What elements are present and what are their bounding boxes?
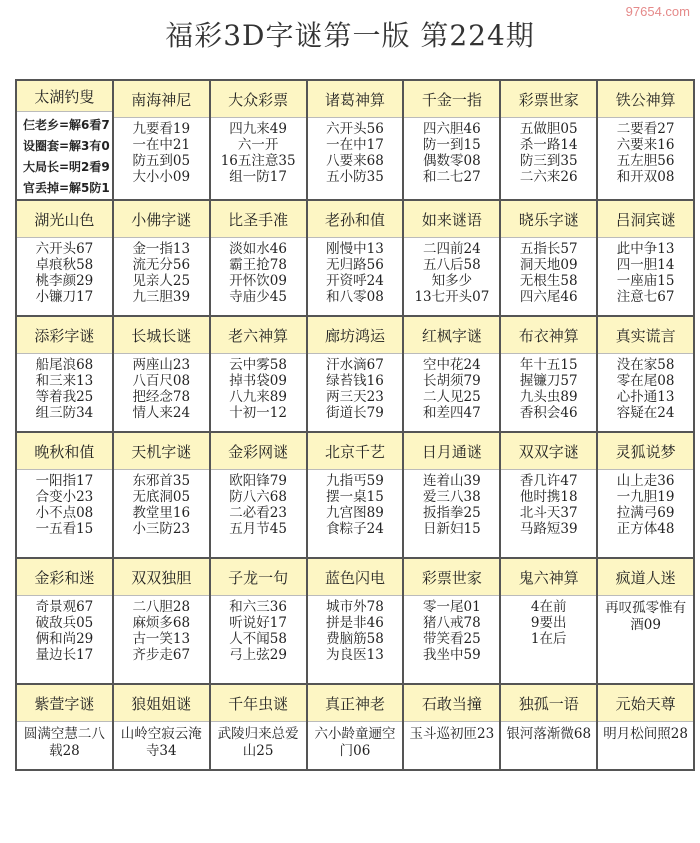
riddle-cell — [308, 685, 405, 771]
cell-header: 红枫字谜 — [404, 317, 499, 354]
cell-body — [598, 354, 693, 431]
riddle-cell — [598, 685, 695, 771]
cell-body — [598, 470, 693, 557]
watermark: 97654.com — [625, 4, 690, 19]
riddle-line: 二要看27 — [616, 121, 675, 137]
cell-header: 金彩网谜 — [211, 433, 306, 470]
riddle-cell — [404, 433, 501, 559]
riddle-line: 一在中17 — [326, 137, 384, 153]
riddle-line: 他时携18 — [519, 489, 578, 505]
cell-header: 老六神算 — [211, 317, 306, 354]
riddle-line: 拼是非46 — [326, 615, 384, 631]
cell-body — [308, 354, 403, 431]
riddle-line: 爱三八38 — [423, 489, 481, 505]
riddle-line: 四九来49 — [229, 121, 287, 137]
cell-body — [598, 596, 693, 683]
riddle-cell — [211, 201, 308, 317]
riddle-line: 无根生58 — [519, 273, 578, 289]
riddle-line: 把经念78 — [132, 389, 191, 405]
riddle-line: 开资呼24 — [326, 273, 384, 289]
cell-header: 蓝色闪电 — [308, 559, 403, 596]
riddle-cell — [17, 433, 114, 559]
cell-body — [404, 118, 499, 199]
cell-body — [211, 238, 306, 315]
riddle-line: 九宫图89 — [326, 505, 384, 521]
riddle-line: 船尾浪68 — [35, 357, 94, 373]
riddle-line: 俩和尚29 — [35, 631, 94, 647]
riddle-cell — [211, 81, 308, 201]
riddle-line: 十初一12 — [229, 405, 287, 421]
cell-header: 长城长谜 — [114, 317, 209, 354]
riddle-line: 人不闻58 — [229, 631, 287, 647]
cell-header: 金彩和迷 — [17, 559, 112, 596]
cell-body — [114, 470, 209, 557]
cell-body — [404, 596, 499, 683]
cell-body — [501, 596, 596, 683]
riddle-line: 和三来13 — [35, 373, 94, 389]
cell-body — [211, 596, 306, 683]
riddle-line: 容疑在24 — [616, 405, 675, 421]
cell-header: 鬼六神算 — [501, 559, 596, 596]
cell-header: 石敢当撞 — [404, 685, 499, 722]
riddle-line: 和二七27 — [423, 169, 481, 185]
riddle-line: 空中花24 — [423, 357, 481, 373]
cell-body — [17, 238, 112, 315]
riddle-cell — [308, 559, 405, 685]
riddle-cell — [114, 685, 211, 771]
cell-body — [404, 722, 499, 769]
riddle-line: 圆满空慧二八载28 — [23, 726, 105, 759]
riddle-line: 握镰刀57 — [519, 373, 578, 389]
cell-header: 真实谎言 — [598, 317, 693, 354]
riddle-line: 欧阳锋79 — [229, 473, 287, 489]
riddle-line: 扳指拳25 — [423, 505, 481, 521]
riddle-cell — [308, 317, 405, 433]
riddle-line: 两座山23 — [132, 357, 191, 373]
riddle-cell — [404, 685, 501, 771]
riddle-line: 一九胆19 — [616, 489, 675, 505]
riddle-line: 玉斗巡初匝23 — [409, 726, 495, 742]
riddle-line: 银河落渐微68 — [506, 726, 592, 742]
cell-body — [308, 596, 403, 683]
riddle-line: 食粽子24 — [326, 521, 384, 537]
riddle-line: 大局长=明2看9 — [23, 160, 110, 174]
riddle-line: 心扑通13 — [616, 389, 675, 405]
cell-header: 太湖钓叟 — [17, 81, 112, 112]
cell-body — [17, 470, 112, 557]
riddle-line: 八百尺08 — [132, 373, 191, 389]
riddle-line: 量边长17 — [35, 647, 94, 663]
cell-header: 北京千艺 — [308, 433, 403, 470]
riddle-line: 带笑看25 — [423, 631, 481, 647]
cell-header: 天机字谜 — [114, 433, 209, 470]
cell-header: 添彩字谜 — [17, 317, 112, 354]
riddle-cell — [211, 559, 308, 685]
riddle-line: 正方体48 — [616, 521, 675, 537]
riddle-line: 六小龄童逦空门06 — [314, 726, 396, 759]
riddle-line: 仨老乡=解6看7 — [23, 118, 110, 132]
page-title: 福彩3D字谜第一版 第224期 — [165, 19, 535, 52]
riddle-line: 组三防34 — [35, 405, 94, 421]
riddle-line: 摆一桌15 — [326, 489, 384, 505]
riddle-line: 寺庙少45 — [229, 289, 287, 305]
cell-header: 诸葛神算 — [308, 81, 403, 118]
riddle-cell — [501, 685, 598, 771]
riddle-line: 小镰刀17 — [35, 289, 94, 305]
riddle-cell — [114, 317, 211, 433]
riddle-line: 破敌兵05 — [35, 615, 94, 631]
table-row — [17, 317, 695, 433]
cell-body — [501, 118, 596, 199]
riddle-line: 1在后 — [530, 631, 567, 647]
riddle-line: 洞天地09 — [519, 257, 578, 273]
riddle-line: 和六三36 — [229, 599, 287, 615]
cell-header: 元始天尊 — [598, 685, 693, 722]
riddle-cell — [114, 559, 211, 685]
cell-header: 布衣神算 — [501, 317, 596, 354]
cell-body — [598, 722, 693, 769]
riddle-line: 等着我25 — [35, 389, 94, 405]
riddle-cell — [598, 433, 695, 559]
riddle-line: 组一防17 — [229, 169, 287, 185]
riddle-cell — [17, 81, 114, 201]
cell-body — [598, 238, 693, 315]
riddle-line: 掉书袋09 — [229, 373, 287, 389]
cell-body — [308, 118, 403, 199]
riddle-cell — [308, 201, 405, 317]
riddle-line: 二四前24 — [423, 241, 481, 257]
riddle-line: 小不点08 — [35, 505, 94, 521]
riddle-line: 一座庙15 — [616, 273, 675, 289]
table-row — [17, 81, 695, 201]
cell-body — [17, 112, 112, 199]
riddle-cell — [501, 433, 598, 559]
riddle-line: 猪八戒78 — [423, 615, 481, 631]
riddle-line: 二六来26 — [519, 169, 578, 185]
riddle-line: 弓上弦29 — [229, 647, 287, 663]
riddle-line: 明月松间照28 — [603, 726, 688, 742]
cell-body — [211, 354, 306, 431]
riddle-line: 此中争13 — [616, 241, 675, 257]
riddle-line: 五左胆56 — [616, 153, 675, 169]
riddle-cell — [598, 201, 695, 317]
cell-header: 灵狐说梦 — [598, 433, 693, 470]
cell-body — [404, 354, 499, 431]
cell-body — [114, 596, 209, 683]
cell-header: 廊坊鸿运 — [308, 317, 403, 354]
riddle-cell — [211, 317, 308, 433]
riddle-line: 五做胆05 — [519, 121, 578, 137]
riddle-line: 桃李颜29 — [35, 273, 94, 289]
riddle-line: 汗水滴67 — [326, 357, 384, 373]
cell-body — [17, 596, 112, 683]
riddle-line: 九三胆39 — [132, 289, 191, 305]
cell-header: 铁公神算 — [598, 81, 693, 118]
cell-body — [501, 470, 596, 557]
riddle-line: 杀一路14 — [519, 137, 578, 153]
cell-body — [308, 722, 403, 769]
riddle-line: 香积会46 — [519, 405, 578, 421]
riddle-line: 知多少 — [431, 273, 473, 289]
riddle-cell — [598, 559, 695, 685]
riddle-line: 城市外78 — [326, 599, 384, 615]
riddle-line: 二八胆28 — [132, 599, 191, 615]
riddle-line: 合变小23 — [35, 489, 94, 505]
cell-header: 彩票世家 — [404, 559, 499, 596]
cell-body — [501, 354, 596, 431]
riddle-line: 一阳指17 — [35, 473, 94, 489]
cell-header: 双双独胆 — [114, 559, 209, 596]
riddle-line: 偶数零08 — [423, 153, 481, 169]
riddle-line: 四六尾46 — [519, 289, 578, 305]
table-row — [17, 201, 695, 317]
riddle-line: 防八六68 — [229, 489, 287, 505]
riddle-line: 听说好17 — [229, 615, 287, 631]
cell-header: 真正神老 — [308, 685, 403, 722]
cell-header: 晓乐字谜 — [501, 201, 596, 238]
riddle-line: 山上走36 — [616, 473, 675, 489]
riddle-line: 淡如水46 — [229, 241, 287, 257]
riddle-line: 北斗天37 — [519, 505, 578, 521]
riddle-line: 一五看15 — [35, 521, 94, 537]
riddle-cell — [501, 201, 598, 317]
cell-body — [211, 722, 306, 769]
riddle-cell — [308, 81, 405, 201]
riddle-cell — [404, 81, 501, 201]
riddle-cell — [404, 317, 501, 433]
riddle-cell — [17, 559, 114, 685]
riddle-line: 再叹孤零惟有酒09 — [605, 600, 687, 633]
riddle-line: 防三到35 — [519, 153, 578, 169]
cell-body — [501, 238, 596, 315]
cell-body — [114, 238, 209, 315]
riddle-line: 4在前 — [530, 599, 567, 615]
riddle-line: 零一尾01 — [423, 599, 481, 615]
riddle-line: 九要看19 — [132, 121, 191, 137]
cell-header: 湖光山色 — [17, 201, 112, 238]
table-row — [17, 685, 695, 771]
riddle-cell — [114, 81, 211, 201]
cell-header: 晚秋和值 — [17, 433, 112, 470]
riddle-cell — [501, 81, 598, 201]
riddle-line: 情人来24 — [132, 405, 191, 421]
riddle-line: 官丢掉=解5防1 — [23, 181, 110, 195]
riddle-cell — [598, 81, 695, 201]
riddle-cell — [114, 201, 211, 317]
riddle-line: 长胡须79 — [423, 373, 481, 389]
riddle-line: 古一笑13 — [132, 631, 191, 647]
riddle-line: 六开头56 — [326, 121, 384, 137]
cell-header: 疯道人迷 — [598, 559, 693, 596]
riddle-line: 四六胆46 — [423, 121, 481, 137]
riddle-cell — [211, 685, 308, 771]
riddle-line: 绿苔钱16 — [326, 373, 384, 389]
riddle-line: 霸王抢78 — [229, 257, 287, 273]
riddle-cell — [598, 317, 695, 433]
cell-body — [404, 470, 499, 557]
riddle-line: 无归路56 — [326, 257, 384, 273]
cell-body — [211, 118, 306, 199]
riddle-line: 我坐中59 — [423, 647, 481, 663]
riddle-line: 二人见25 — [423, 389, 481, 405]
cell-header: 大众彩票 — [211, 81, 306, 118]
riddle-line: 马路短39 — [519, 521, 578, 537]
riddle-line: 日新妇15 — [423, 521, 481, 537]
riddle-line: 零在尾08 — [616, 373, 675, 389]
riddle-line: 齐步走67 — [132, 647, 191, 663]
riddle-line: 无底洞05 — [132, 489, 191, 505]
riddle-line: 拉满弓69 — [616, 505, 675, 521]
riddle-cell — [17, 685, 114, 771]
cell-body — [501, 722, 596, 769]
riddle-line: 小三防23 — [132, 521, 191, 537]
riddle-line: 注意七67 — [616, 289, 675, 305]
cell-header: 吕洞宾谜 — [598, 201, 693, 238]
cell-header: 子龙一句 — [211, 559, 306, 596]
riddle-line: 五八后58 — [423, 257, 481, 273]
riddle-line: 五月节45 — [229, 521, 287, 537]
riddle-line: 流无分56 — [132, 257, 191, 273]
riddle-line: 没在家58 — [616, 357, 675, 373]
riddle-line: 9要出 — [530, 615, 567, 631]
cell-body — [308, 470, 403, 557]
riddle-line: 街道长79 — [326, 405, 384, 421]
riddle-line: 设圈套=解3有0 — [23, 139, 110, 153]
riddle-line: 六要来16 — [616, 137, 675, 153]
riddle-line: 见亲人25 — [132, 273, 191, 289]
cell-body — [114, 354, 209, 431]
cell-header: 狼姐姐谜 — [114, 685, 209, 722]
riddle-line: 和差四47 — [423, 405, 481, 421]
riddle-line: 连着山39 — [423, 473, 481, 489]
cell-header: 千金一指 — [404, 81, 499, 118]
riddle-line: 六开头67 — [35, 241, 94, 257]
cell-header: 老孙和值 — [308, 201, 403, 238]
riddle-line: 云中雾58 — [229, 357, 287, 373]
riddle-line: 五指长57 — [519, 241, 578, 257]
cell-body — [114, 722, 209, 769]
cell-header: 日月通谜 — [404, 433, 499, 470]
riddle-line: 东邪首35 — [132, 473, 191, 489]
cell-body — [17, 722, 112, 769]
cell-body — [308, 238, 403, 315]
cell-body — [114, 118, 209, 199]
cell-header: 千年虫谜 — [211, 685, 306, 722]
riddle-line: 教堂里16 — [132, 505, 191, 521]
riddle-line: 开怀饮09 — [229, 273, 287, 289]
riddle-line: 16五注意35 — [220, 153, 296, 169]
cell-header: 如来谜语 — [404, 201, 499, 238]
riddle-line: 和八零08 — [326, 289, 384, 305]
riddle-line: 费脑筋58 — [326, 631, 384, 647]
riddle-line: 为良医13 — [326, 647, 384, 663]
riddle-line: 和开双08 — [616, 169, 675, 185]
cell-body — [404, 238, 499, 315]
cell-header: 双双字谜 — [501, 433, 596, 470]
riddle-line: 八九来89 — [229, 389, 287, 405]
cell-header: 彩票世家 — [501, 81, 596, 118]
riddle-cell — [17, 317, 114, 433]
cell-body — [598, 118, 693, 199]
riddle-cell — [211, 433, 308, 559]
riddle-line: 香几许47 — [519, 473, 578, 489]
riddle-cell — [404, 559, 501, 685]
riddle-line: 二必看23 — [229, 505, 287, 521]
riddle-cell — [17, 201, 114, 317]
riddle-cell — [501, 317, 598, 433]
table-row — [17, 433, 695, 559]
cell-header: 紫萱字谜 — [17, 685, 112, 722]
riddle-cell — [308, 433, 405, 559]
riddle-line: 年十五15 — [519, 357, 578, 373]
riddle-line: 八要来68 — [326, 153, 384, 169]
riddle-line: 六一开 — [237, 137, 279, 153]
riddle-line: 一在中21 — [132, 137, 191, 153]
riddle-line: 卓痕秋58 — [35, 257, 94, 273]
riddle-cell — [404, 201, 501, 317]
riddle-line: 刚慢中13 — [326, 241, 384, 257]
riddle-line: 13七开头07 — [414, 289, 490, 305]
cell-header: 南海神尼 — [114, 81, 209, 118]
cell-body — [17, 354, 112, 431]
riddle-cell — [114, 433, 211, 559]
cell-header: 独孤一语 — [501, 685, 596, 722]
cell-header: 小佛字谜 — [114, 201, 209, 238]
riddle-line: 防五到05 — [132, 153, 191, 169]
riddle-line: 两三天23 — [326, 389, 384, 405]
riddle-line: 四一胆14 — [616, 257, 675, 273]
riddle-line: 九头虫89 — [519, 389, 578, 405]
riddle-line: 麻烦多68 — [132, 615, 191, 631]
riddle-line: 九指丐59 — [326, 473, 384, 489]
cell-header: 比圣手准 — [211, 201, 306, 238]
riddle-table — [15, 79, 695, 771]
cell-body — [211, 470, 306, 557]
riddle-line: 防一到15 — [423, 137, 481, 153]
riddle-line: 山岭空寂云淹寺34 — [120, 726, 202, 759]
riddle-line: 武陵归来总爱山25 — [217, 726, 299, 759]
riddle-cell — [501, 559, 598, 685]
riddle-line: 五小防35 — [326, 169, 384, 185]
riddle-line: 金一指13 — [132, 241, 191, 257]
riddle-line: 大小小09 — [132, 169, 191, 185]
table-row — [17, 559, 695, 685]
riddle-line: 奇景观67 — [35, 599, 94, 615]
